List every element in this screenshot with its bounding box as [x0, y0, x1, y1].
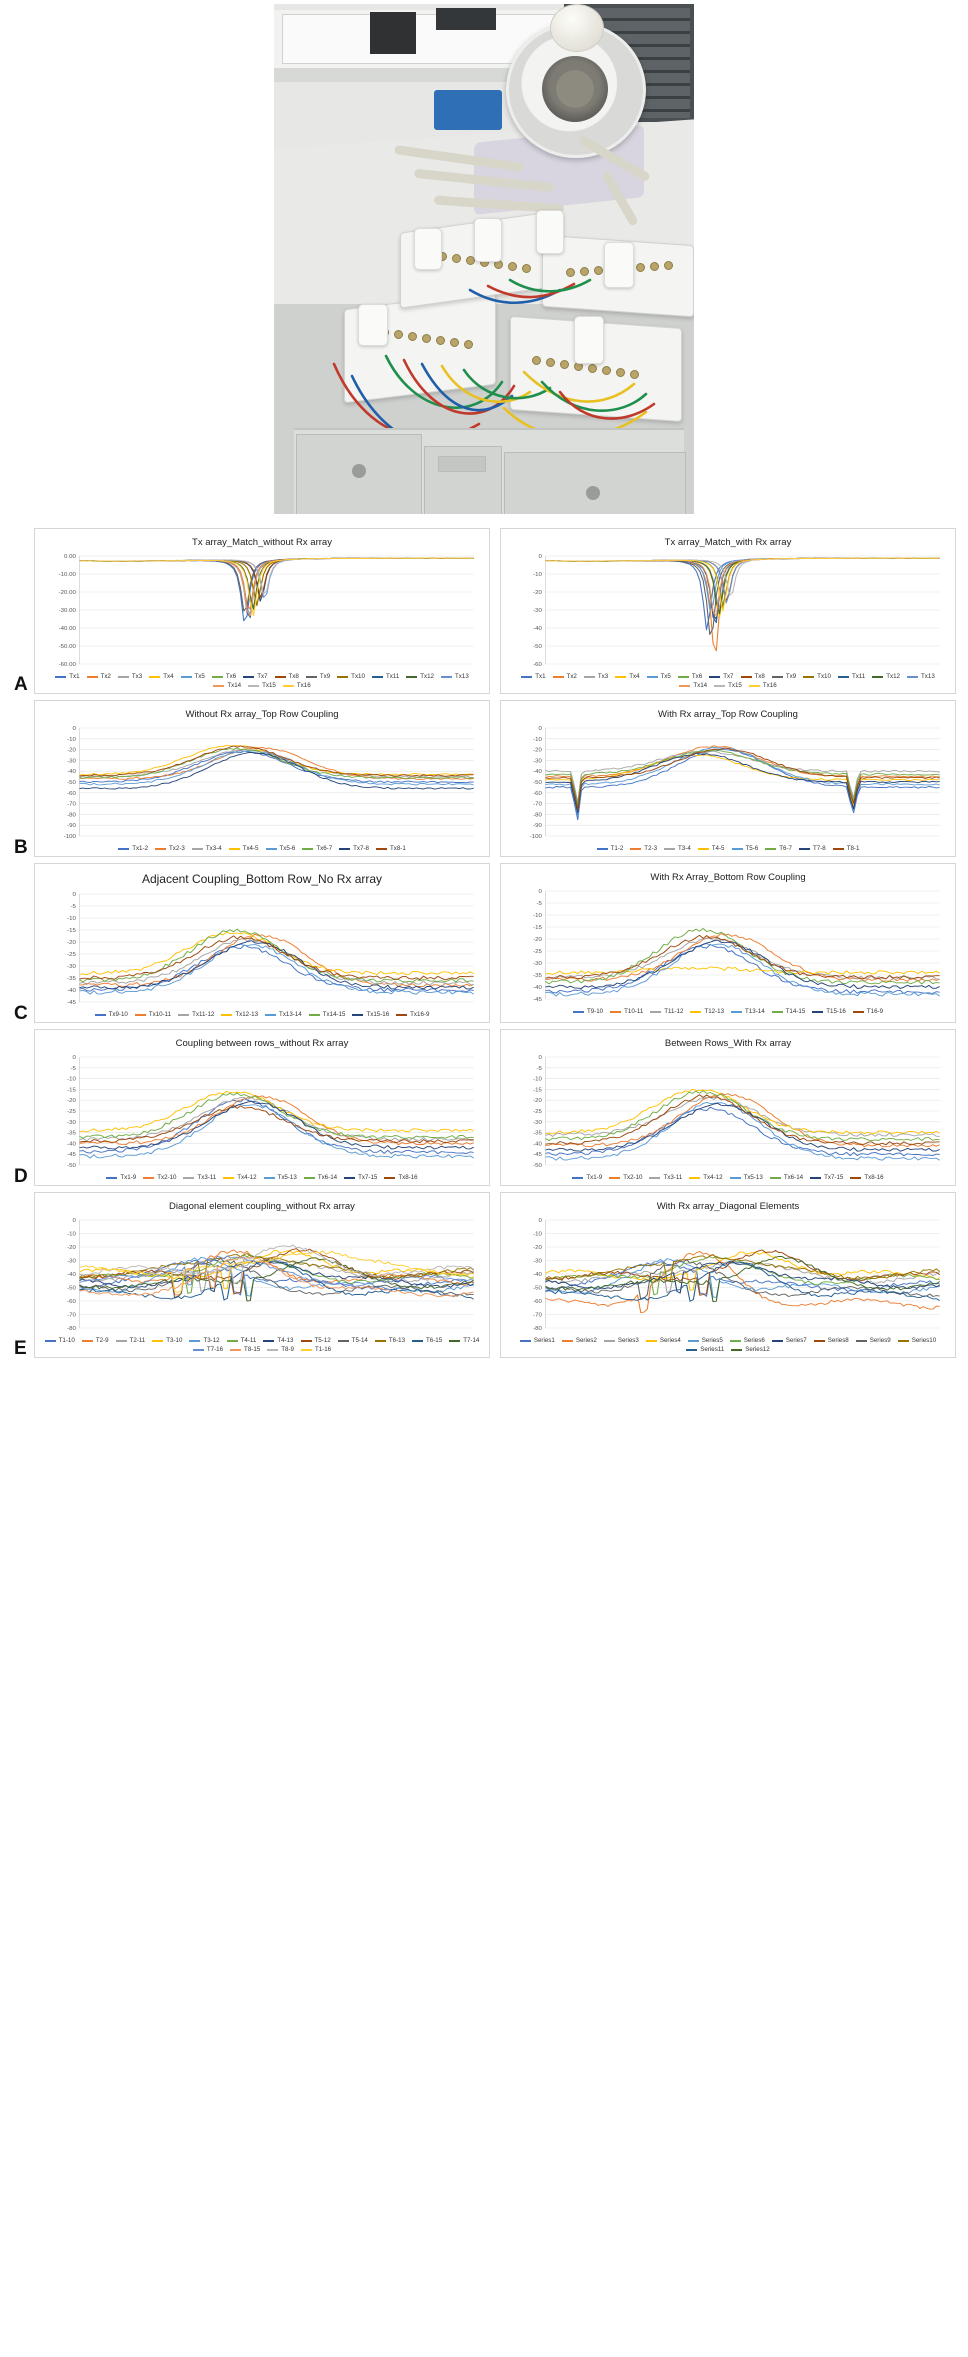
legend-item: Tx12 [872, 673, 900, 680]
legend-item: Tx9 [772, 673, 796, 680]
legend-item: Tx3-4 [192, 845, 222, 852]
svg-text:-45: -45 [67, 1000, 76, 1006]
legend-item: Tx4-12 [689, 1174, 722, 1181]
legend-item: Tx16 [749, 682, 777, 689]
svg-text:-40: -40 [533, 985, 542, 991]
legend-item: Series12 [731, 1346, 769, 1353]
svg-text:-50: -50 [533, 644, 542, 650]
legend-item: Tx13 [907, 673, 935, 680]
panel-letter-a: A [14, 674, 28, 695]
panel-letter-d: D [14, 1166, 28, 1187]
svg-text:-35: -35 [533, 1131, 542, 1137]
svg-text:-100: -100 [63, 834, 76, 840]
svg-text:-40: -40 [67, 1141, 76, 1148]
legend-item: Tx5-13 [264, 1174, 297, 1181]
svg-text:-45: -45 [533, 997, 542, 1003]
legend-item: T10-11 [610, 1008, 643, 1015]
svg-text:-100: -100 [529, 834, 542, 840]
legend-item: T6-7 [765, 845, 792, 852]
legend-item: T9-10 [573, 1008, 603, 1015]
svg-text:-20: -20 [533, 748, 542, 754]
svg-text:-60: -60 [533, 1299, 542, 1305]
plot-area [43, 890, 481, 1008]
svg-text:0: 0 [72, 1218, 76, 1224]
svg-text:-50: -50 [67, 1285, 76, 1292]
svg-text:-70: -70 [533, 1312, 542, 1319]
svg-text:-70: -70 [533, 802, 542, 808]
legend-item: Tx14 [213, 682, 241, 689]
legend-item: Series7 [772, 1337, 807, 1344]
legend-item: Tx7 [243, 673, 267, 680]
svg-text:-30: -30 [533, 961, 542, 967]
figure-row-b [12, 700, 956, 857]
svg-text:-80: -80 [67, 1326, 76, 1332]
chart-legend [509, 1174, 947, 1181]
svg-text:-60: -60 [533, 791, 542, 797]
legend-item: Tx12 [406, 673, 434, 680]
svg-text:-20: -20 [67, 940, 76, 946]
legend-item: Tx10 [803, 673, 831, 680]
svg-text:0.00: 0.00 [64, 554, 76, 560]
figure-row-a [12, 528, 956, 694]
legend-item: Series5 [688, 1337, 723, 1344]
svg-text:-40: -40 [67, 1272, 76, 1278]
legend-item: Series11 [686, 1346, 724, 1353]
svg-text:-90: -90 [533, 823, 542, 829]
plot-area [509, 552, 947, 670]
chart-title: Between Rows_With Rx array [664, 1038, 792, 1049]
svg-text:-90: -90 [67, 823, 76, 829]
legend-item: Tx11 [372, 673, 399, 680]
photo-panel [0, 0, 968, 514]
legend-item: Tx8-16 [384, 1174, 417, 1181]
svg-text:-10: -10 [533, 913, 542, 919]
legend-item: Series6 [730, 1337, 765, 1344]
svg-text:-30.00: -30.00 [58, 608, 76, 614]
legend-item: T3-4 [664, 845, 691, 852]
svg-text:-30: -30 [533, 1120, 542, 1126]
legend-item: Tx15 [248, 682, 276, 689]
legend-item: Tx15 [714, 682, 742, 689]
plot-area [509, 1216, 947, 1334]
chart-B-right [500, 700, 956, 857]
svg-text:0: 0 [72, 726, 76, 732]
svg-text:-25: -25 [67, 1109, 76, 1115]
chart-legend [509, 845, 947, 852]
legend-item: Tx5 [181, 673, 205, 680]
legend-item: Tx4 [149, 673, 173, 680]
chart-title: With Rx array_Top Row Coupling [658, 709, 798, 720]
plot-area [509, 887, 947, 1005]
chart-legend [43, 673, 481, 689]
legend-item: Tx4-12 [223, 1174, 256, 1181]
chart-legend [43, 1337, 481, 1353]
svg-text:-40: -40 [67, 988, 76, 994]
svg-text:0: 0 [538, 1218, 542, 1224]
legend-item: Tx6 [678, 673, 702, 680]
legend-item: T7-16 [193, 1346, 223, 1353]
svg-text:-25: -25 [533, 949, 542, 955]
svg-text:-30: -30 [67, 964, 76, 970]
svg-text:-40: -40 [533, 1272, 542, 1278]
svg-text:-40: -40 [533, 1141, 542, 1148]
svg-text:-50: -50 [533, 1285, 542, 1292]
svg-text:-20: -20 [67, 1098, 76, 1104]
legend-item: Series8 [814, 1337, 849, 1344]
legend-item: Tx3-11 [649, 1174, 682, 1181]
figure-row-d [12, 1029, 956, 1186]
legend-item: T2-3 [630, 845, 657, 852]
legend-item: Tx7-15 [344, 1174, 377, 1181]
legend-item: Series3 [604, 1337, 639, 1344]
svg-text:-40: -40 [533, 626, 542, 632]
svg-text:-50: -50 [67, 780, 76, 786]
svg-text:-10: -10 [67, 1077, 76, 1083]
svg-text:-30: -30 [533, 1258, 542, 1265]
legend-item: T8-9 [267, 1346, 294, 1353]
legend-item: Tx4 [615, 673, 639, 680]
chart-legend [43, 1011, 481, 1018]
legend-item: Tx2 [553, 673, 577, 680]
legend-item: Tx10-11 [135, 1011, 171, 1018]
legend-item: Series10 [898, 1337, 936, 1344]
panel-letter-c: C [14, 1003, 28, 1024]
chart-legend [43, 845, 481, 852]
legend-item: Tx13-14 [265, 1011, 302, 1018]
figure-row-c [12, 863, 956, 1023]
legend-item: T8-1 [833, 845, 860, 852]
legend-item: T1-10 [45, 1337, 75, 1344]
svg-text:-50.00: -50.00 [58, 644, 76, 650]
legend-item: Tx6 [212, 673, 236, 680]
legend-item: Tx16 [283, 682, 311, 689]
svg-text:-40.00: -40.00 [58, 626, 76, 632]
svg-text:-20: -20 [67, 1245, 76, 1251]
legend-item: Tx1 [521, 673, 545, 680]
legend-item: Tx8-1 [376, 845, 406, 852]
svg-text:0: 0 [538, 1055, 542, 1061]
legend-item: T11-12 [650, 1008, 683, 1015]
svg-text:-60.00: -60.00 [58, 662, 76, 668]
legend-item: T5-6 [732, 845, 759, 852]
chart-legend [509, 673, 947, 689]
legend-item: Tx4-5 [229, 845, 259, 852]
svg-text:-50: -50 [533, 780, 542, 786]
legend-item: Tx7-8 [339, 845, 369, 852]
svg-text:-20: -20 [533, 937, 542, 943]
plot-area [43, 724, 481, 842]
plot-area [43, 1053, 481, 1171]
svg-text:-70: -70 [67, 1312, 76, 1319]
svg-text:-30: -30 [533, 758, 542, 765]
chart-legend [509, 1337, 947, 1353]
legend-item: T5-14 [338, 1337, 368, 1344]
legend-item: T13-14 [731, 1008, 765, 1015]
svg-text:-20.00: -20.00 [58, 590, 76, 596]
legend-item: Tx9-10 [95, 1011, 128, 1018]
legend-item: T16-9 [853, 1008, 883, 1015]
svg-text:-30: -30 [533, 608, 542, 614]
svg-text:-25: -25 [67, 952, 76, 958]
svg-text:-15: -15 [67, 1087, 76, 1094]
svg-text:-60: -60 [67, 791, 76, 797]
svg-text:-20: -20 [67, 748, 76, 754]
legend-item: Tx11 [838, 673, 865, 680]
svg-text:-10: -10 [67, 1231, 76, 1238]
svg-text:0: 0 [538, 726, 542, 732]
chart-title: Tx array_Match_with Rx array [664, 537, 792, 548]
legend-item: Tx5 [647, 673, 671, 680]
legend-item: Tx1-9 [106, 1174, 136, 1181]
legend-item: Series9 [856, 1337, 891, 1344]
legend-item: Tx6-7 [302, 845, 332, 852]
legend-item: Tx2-3 [155, 845, 185, 852]
legend-item: T4-11 [227, 1337, 257, 1344]
legend-item: T3-10 [152, 1337, 182, 1344]
svg-text:-10: -10 [67, 737, 76, 743]
legend-item: Series4 [646, 1337, 681, 1344]
svg-text:-40: -40 [67, 769, 76, 775]
svg-text:-25: -25 [533, 1109, 542, 1115]
legend-item: Tx3 [584, 673, 608, 680]
svg-text:-10: -10 [533, 572, 542, 578]
legend-item: T8-15 [230, 1346, 260, 1353]
legend-item: Tx11-12 [178, 1011, 214, 1018]
svg-text:-30: -30 [67, 1258, 76, 1265]
svg-text:-5: -5 [536, 1066, 542, 1072]
legend-item: T6-13 [375, 1337, 405, 1344]
panel-letter-e: E [14, 1338, 27, 1359]
svg-text:-10: -10 [533, 1077, 542, 1083]
legend-item: Tx1 [55, 673, 79, 680]
legend-item: Series1 [520, 1337, 555, 1344]
figure-grid [0, 514, 968, 1380]
svg-text:-60: -60 [533, 662, 542, 668]
chart-A-left [34, 528, 490, 694]
svg-text:0: 0 [538, 554, 542, 560]
legend-item: Tx1-2 [118, 845, 148, 852]
svg-text:-20: -20 [533, 590, 542, 596]
chart-D-left [34, 1029, 490, 1186]
svg-text:-5: -5 [536, 901, 542, 907]
legend-item: Tx6-14 [770, 1174, 803, 1181]
svg-text:-35: -35 [67, 1131, 76, 1137]
svg-text:-5: -5 [70, 904, 76, 910]
svg-text:-20: -20 [533, 1245, 542, 1251]
svg-text:-10: -10 [533, 737, 542, 743]
chart-A-right [500, 528, 956, 694]
legend-item: T12-13 [690, 1008, 724, 1015]
legend-item: Tx3-11 [183, 1174, 216, 1181]
svg-text:0: 0 [538, 889, 542, 895]
chart-title: Adjacent Coupling_Bottom Row_No Rx array [141, 872, 383, 886]
svg-text:-80: -80 [67, 812, 76, 819]
svg-text:-80: -80 [533, 812, 542, 819]
legend-item: T4-5 [698, 845, 725, 852]
legend-item: Tx7-15 [810, 1174, 843, 1181]
legend-item: Tx1-9 [572, 1174, 602, 1181]
svg-text:-10: -10 [533, 1231, 542, 1238]
mri-scanner-bench-photo [274, 4, 694, 514]
svg-text:-30: -30 [67, 758, 76, 765]
legend-item: Tx5-13 [730, 1174, 763, 1181]
chart-E-left [34, 1192, 490, 1358]
plot-area [509, 1053, 947, 1171]
plot-area [509, 724, 947, 842]
legend-item: T3-12 [189, 1337, 219, 1344]
chart-C-left [34, 863, 490, 1023]
chart-legend [509, 1008, 947, 1015]
chart-title: Diagonal element coupling_without Rx array [169, 1201, 355, 1212]
chart-title: Tx array_Match_without Rx array [192, 537, 332, 548]
legend-item: Tx5-6 [266, 845, 296, 852]
legend-item: T4-13 [263, 1337, 293, 1344]
svg-text:-20: -20 [533, 1098, 542, 1104]
svg-text:-35: -35 [67, 976, 76, 982]
chart-legend [43, 1174, 481, 1181]
legend-item: Tx9 [306, 673, 330, 680]
svg-text:-45: -45 [67, 1152, 76, 1158]
legend-item: T2-11 [116, 1337, 146, 1344]
svg-text:-45: -45 [533, 1152, 542, 1158]
chart-title: With Rx Array_Bottom Row Coupling [650, 872, 806, 883]
legend-item: Tx13 [441, 673, 469, 680]
svg-text:-10: -10 [67, 916, 76, 922]
legend-item: T6-15 [412, 1337, 442, 1344]
svg-text:-15: -15 [67, 928, 76, 934]
chart-D-right [500, 1029, 956, 1186]
svg-text:-50: -50 [533, 1163, 542, 1169]
svg-text:-60: -60 [67, 1299, 76, 1305]
legend-item: T1-16 [301, 1346, 331, 1353]
figure-row-e [12, 1192, 956, 1358]
svg-text:0: 0 [72, 1055, 76, 1061]
legend-item: T2-9 [82, 1337, 109, 1344]
svg-text:-35: -35 [533, 973, 542, 979]
svg-text:0: 0 [72, 892, 76, 898]
chart-title: Without Rx array_Top Row Coupling [185, 709, 339, 720]
legend-item: Tx3 [118, 673, 142, 680]
legend-item: Tx15-16 [352, 1011, 389, 1018]
svg-text:-50: -50 [67, 1163, 76, 1169]
chart-title: Coupling between rows_without Rx array [175, 1038, 349, 1049]
legend-item: T5-12 [301, 1337, 331, 1344]
svg-text:-40: -40 [533, 769, 542, 775]
chart-C-right [500, 863, 956, 1023]
plot-area [43, 552, 481, 670]
svg-text:-15: -15 [533, 1087, 542, 1094]
legend-item: Tx14 [679, 682, 707, 689]
legend-item: Tx6-14 [304, 1174, 337, 1181]
legend-item: Tx8 [741, 673, 765, 680]
svg-text:-30: -30 [67, 1120, 76, 1126]
plot-area [43, 1216, 481, 1334]
svg-text:-80: -80 [533, 1326, 542, 1332]
legend-item: T7-14 [449, 1337, 479, 1344]
legend-item: Series2 [562, 1337, 597, 1344]
svg-text:-5: -5 [70, 1066, 76, 1072]
chart-E-right [500, 1192, 956, 1358]
legend-item: T15-16 [812, 1008, 846, 1015]
legend-item: Tx2-10 [143, 1174, 176, 1181]
chart-title: With Rx array_Diagonal Elements [656, 1201, 800, 1212]
legend-item: Tx2-10 [609, 1174, 642, 1181]
legend-item: T1-2 [597, 845, 624, 852]
legend-item: Tx8-16 [850, 1174, 883, 1181]
legend-item: Tx16-9 [396, 1011, 429, 1018]
legend-item: Tx7 [709, 673, 733, 680]
legend-item: Tx2 [87, 673, 111, 680]
panel-letter-b: B [14, 837, 28, 858]
legend-item: T7-8 [799, 845, 826, 852]
legend-item: Tx10 [337, 673, 365, 680]
legend-item: T14-15 [772, 1008, 806, 1015]
svg-text:-10.00: -10.00 [58, 572, 76, 578]
svg-text:-15: -15 [533, 925, 542, 931]
legend-item: Tx12-13 [221, 1011, 258, 1018]
chart-B-left [34, 700, 490, 857]
svg-text:-70: -70 [67, 802, 76, 808]
legend-item: Tx8 [275, 673, 299, 680]
legend-item: Tx14-15 [309, 1011, 346, 1018]
